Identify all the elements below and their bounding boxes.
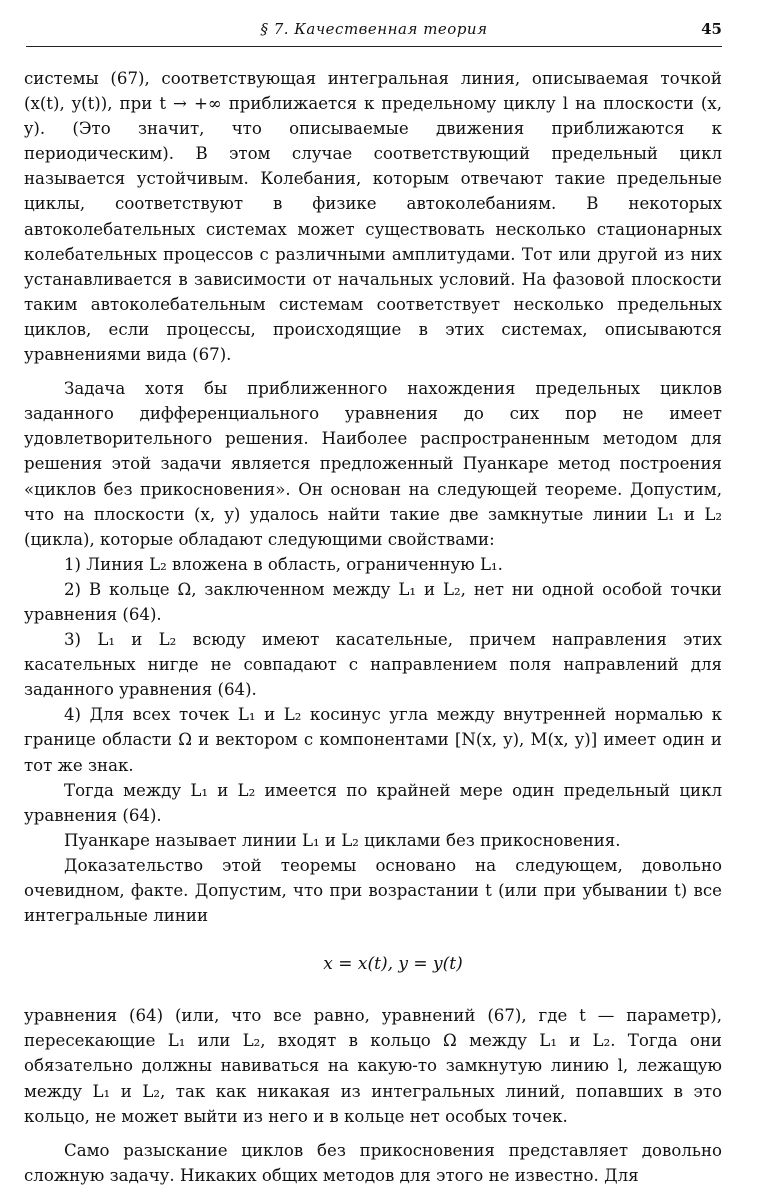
proof-continuation: уравнения (64) (или, что все равно, уравнений (67), где t — параметр), пересекающие L₁ или L₂, входят в кольцо Ω между L₁ и L₂. Тогда они обязательно должны навиваться на какую-то замкнутую линию l, лежащую между L₁ и L₂, так как никакая из интегральных линий, попавших в это кольцо, не может выйти из него и в кольце нет особых точек. [24,1006,722,1126]
closing-paragraph: Само разыскание циклов без прикосновения представляет довольно сложную задачу. Никаких общих методов для этого не известно. Для [24,1140,722,1185]
theorem-conclusion: Тогда между L₁ и L₂ имеется по крайней мере один предельный цикл уравнения (64). [24,780,722,825]
running-head: § 7. Качественная теория [260,20,488,38]
condition-3: 3) L₁ и L₂ всюду имеют касательные, причем направления этих касательных нигде не совпадают с направлением поля направлений для заданного уравнения (64). [24,630,722,700]
condition-2: 2) В кольце Ω, заключенном между L₁ и L₂, нет ни одной особой точки уравнения (64). [24,579,722,624]
definition-paragraph: Пуанкаре называет линии L₁ и L₂ циклами без прикосновения. [64,830,621,850]
paragraph-2: Задача хотя бы приближенного нахождения предельных циклов заданного дифференциального уравнения до сих пор не имеет удовлетворительного решения. Наиболее распространенным методом для решения этой задачи является предложенный Пуанкаре метод построения «циклов без прикосновения». Он основан на следующей теореме. Допустим, что на плоскости (x, y) удалось найти такие две замкнутые линии L₁ и L₂ (цикла), которые обладают следующими свойствами: [24,379,722,549]
condition-4: 4) Для всех точек L₁ и L₂ косинус угла между внутренней нормалью к границе области Ω и вектором с компонентами [N(x, y), M(x, y)] имеет один и тот же знак. [24,705,722,775]
page-number: 45 [701,20,722,38]
page-header [26,16,722,47]
display-formula: x = x(t), y = y(t) [323,954,463,975]
condition-1: 1) Линия L₂ вложена в область, ограниченную L₁. [64,554,503,574]
body-text [24,66,722,1188]
proof-paragraph: Доказательство этой теоремы основано на следующем, довольно очевидном, факте. Допустим, что при возрастании t (или при убывании t) все интегральные линии [24,855,722,926]
paragraph-1: системы (67), соответствующая интегральная линия, описываемая точкой (x(t), y(t)), при t → +∞ приближается к предельному циклу l на плоскости (x, y). (Это значит, что описываемые движения приближаются к периодическим). В этом случае соответствующий предельный цикл называется устойчивым. Колебания, которым отвечают такие предельные циклы, соответствуют в физике автоколебаниям. В некоторых автоколебательных системах может существовать несколько стационарных колебательных процессов с различными амплитудами. Тот или другой из них устанавливается в зависимости от начальных условий. На фазовой плоскости таким автоколебательным системам соответствует несколько предельных циклов, если процессы, происходящие в этих системах, описываются уравнениями вида (67). [24,69,722,365]
